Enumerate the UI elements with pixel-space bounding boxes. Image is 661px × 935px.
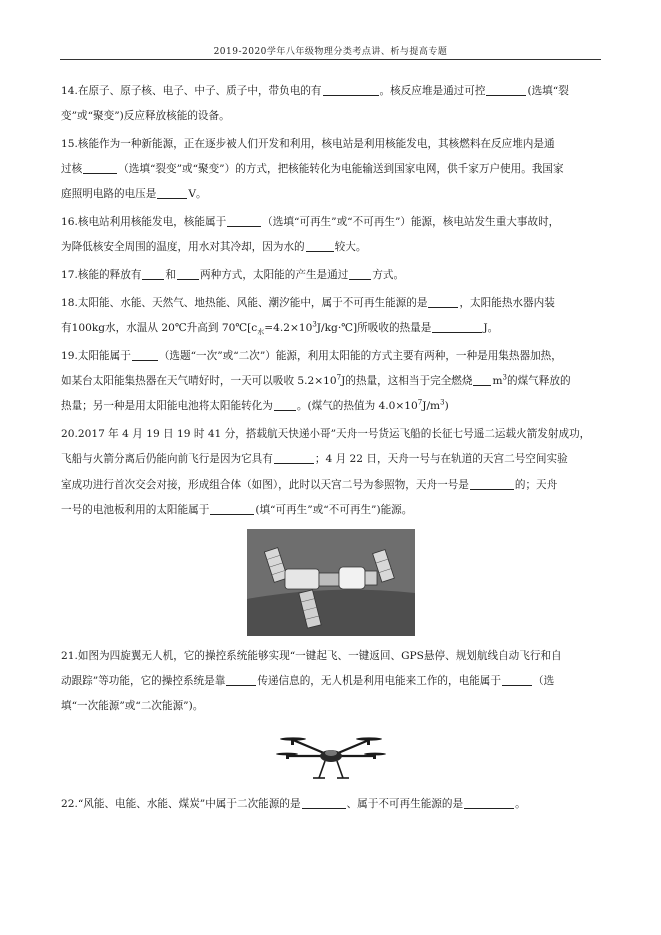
- question-14: [61, 79, 601, 129]
- answer-blank[interactable]: [432, 320, 482, 333]
- superscript: 7: [336, 373, 342, 382]
- text-run: 有100kg水，水温从 20℃升高到 70℃[c: [61, 322, 258, 335]
- question-line: [61, 422, 601, 447]
- text-run: J/kg·℃]所吸收的热量是: [316, 322, 432, 335]
- spacecraft-docking-photo-icon: [247, 529, 415, 636]
- text-run: 一号的电池板利用的太阳能属于: [61, 503, 210, 516]
- header-rule: [60, 59, 601, 60]
- answer-blank[interactable]: [473, 373, 491, 386]
- page-header: 2019-2020学年八年级物理分类考点讲、析与提高专题: [213, 47, 448, 57]
- answer-blank[interactable]: [464, 796, 514, 809]
- drone-body: [320, 750, 342, 762]
- answer-blank[interactable]: [349, 267, 371, 280]
- text-run: 热量；另一种是用太阳能电池将太阳能转化为: [61, 400, 273, 413]
- answer-blank[interactable]: [323, 83, 379, 96]
- superscript: 3: [502, 373, 507, 382]
- answer-blank[interactable]: [274, 451, 314, 464]
- text-run: 18.太阳能、水能、天然气、地热能、风能、潮汐能中，属于不可再生能源的是: [61, 297, 428, 309]
- text-run: 动跟踪”等功能，它的操控系统是靠: [61, 675, 226, 688]
- text-run: 和: [165, 269, 177, 282]
- landing-gear: [313, 761, 349, 778]
- text-run: 较大。: [334, 241, 367, 254]
- text-run: (选填“裂: [527, 85, 569, 97]
- text-run: 方式。: [372, 269, 405, 282]
- question-line: [61, 498, 601, 523]
- question-line: [61, 104, 601, 129]
- answer-blank[interactable]: [132, 348, 158, 361]
- text-run: ，太阳能热水器内装: [459, 297, 555, 309]
- text-run: 填“一次能源”或“二次能源”)。: [61, 700, 204, 713]
- question-21: [61, 644, 601, 786]
- question-line: [61, 157, 601, 182]
- text-run: 。核反应堆是通过可控: [379, 85, 486, 97]
- question-line: [61, 669, 601, 694]
- superscript: 3: [312, 320, 317, 329]
- question-line: [61, 316, 601, 341]
- text-run: m: [492, 375, 503, 388]
- text-run: 、属于不可再生能源的是: [346, 797, 464, 810]
- question-line: [61, 344, 601, 369]
- text-run: 15.核能作为一种新能源，正在逐步被人们开发和利用，核电站是利用核能发电，其核燃料在反应堆内是通: [61, 138, 555, 150]
- question-list: [61, 79, 601, 819]
- text-run: 传递信息的，无人机是利用电能来工作的，电能属于: [257, 675, 501, 688]
- question-line: [61, 210, 601, 235]
- question-18: [61, 291, 601, 341]
- text-run: 21.如图为四旋翼无人机，它的操控系统能够实现“一键起飞、一键返回、GPS悬停、规划航线自动飞行和自: [61, 650, 562, 663]
- text-run: J的热量，这相当于完全燃烧: [341, 375, 473, 388]
- question-line: [61, 792, 601, 817]
- text-run: 17.核能的释放有: [61, 269, 142, 282]
- question-17: [61, 263, 601, 288]
- text-run: （选: [532, 675, 555, 688]
- answer-blank[interactable]: [470, 477, 514, 490]
- text-run: ；4 月 22 日，天舟一号与在轨道的天宫二号空间实验: [314, 453, 568, 466]
- answer-blank[interactable]: [226, 673, 256, 686]
- answer-blank[interactable]: [302, 796, 346, 809]
- text-run: 19.太阳能属于: [61, 350, 131, 362]
- question-line: [61, 235, 601, 260]
- answer-blank[interactable]: [227, 214, 261, 227]
- text-run: V。: [188, 188, 207, 201]
- question-line: [61, 447, 601, 472]
- text-run: （选题“一次”或“二次”）能源，利用太阳能的方式主要有两种，一种是用集热器加热，: [158, 350, 562, 362]
- text-run: 变”或“聚变”)反应释放核能的设备。: [61, 110, 230, 123]
- text-run: 飞船与火箭分离后仍能向前飞行是因为它具有: [61, 453, 273, 466]
- question-line: [61, 369, 601, 394]
- answer-blank[interactable]: [157, 186, 187, 199]
- question-22: [61, 792, 601, 817]
- text-run: 的；天舟: [514, 478, 558, 491]
- superscript: 3: [440, 398, 445, 407]
- text-run: J/m: [422, 400, 441, 413]
- text-run: 室成功进行首次交会对接，形成组合体（如图），此时以天宫二号为参照物，天舟一号是: [61, 478, 469, 491]
- superscript: 7: [417, 398, 423, 407]
- text-run: ): [444, 400, 449, 413]
- answer-blank[interactable]: [306, 239, 334, 252]
- question-line: [61, 182, 601, 207]
- text-run: 20.2017 年 4 月 19 日 19 时 41 分，搭载航天快递小哥”天舟一号货运飞船的长征七号遥二运载火箭发射成功，: [61, 428, 591, 441]
- text-run: 14.在原子、原子核、电子、中子、质子中，带负电的有: [61, 85, 322, 97]
- text-run: 两种方式，太阳能的产生是通过: [200, 269, 349, 282]
- question-line: [61, 694, 601, 719]
- answer-blank[interactable]: [502, 673, 532, 686]
- question-line: [61, 79, 601, 104]
- answer-blank[interactable]: [428, 295, 458, 308]
- question-20: [61, 422, 601, 636]
- text-run: 的煤气释放的: [507, 375, 571, 388]
- text-run: (填“可再生”或“不可再生”)能源。: [255, 503, 413, 516]
- text-run: 。: [515, 797, 526, 810]
- question-line: [61, 473, 601, 498]
- question-line: [61, 263, 601, 288]
- text-run: 如某台太阳能集热器在天气晴好时，一天可以吸收 5.2×10: [61, 375, 337, 388]
- earth-horizon: [247, 590, 415, 636]
- text-run: （选填“可再生”或“不可再生”）能源，核电站发生重大事故时，: [262, 216, 560, 229]
- text-run: （选填“裂变”或“聚变”）的方式，把核能转化为电能输送到国家电网，供千家万户使用。我国家: [118, 163, 564, 176]
- text-run: 16.核电站利用核能发电，核能属于: [61, 216, 227, 229]
- answer-blank[interactable]: [486, 83, 526, 96]
- question-line: [61, 394, 601, 419]
- question-line: [61, 291, 601, 316]
- answer-blank[interactable]: [274, 398, 296, 411]
- question-19: [61, 344, 601, 420]
- text-run: 为降低核安全周围的温度，用水对其冷却，因为水的: [61, 241, 305, 254]
- text-run: =4.2×10: [264, 322, 313, 335]
- question-16: [61, 210, 601, 260]
- subscript: 水: [257, 328, 265, 337]
- answer-blank[interactable]: [142, 267, 164, 280]
- answer-blank[interactable]: [83, 161, 117, 174]
- quadcopter-drone-icon: [275, 726, 387, 786]
- text-run: 。(煤气的热值为 4.0×10: [296, 400, 418, 413]
- question-15: [61, 132, 601, 208]
- text-run: J。: [483, 322, 499, 335]
- text-run: 过核: [61, 163, 83, 176]
- text-run: 22.“风能、电能、水能、煤炭”中属于二次能源的是: [61, 797, 301, 810]
- question-line: [61, 132, 601, 157]
- text-run: 庭照明电路的电压是: [61, 188, 157, 201]
- question-line: [61, 644, 601, 669]
- answer-blank[interactable]: [210, 502, 254, 515]
- answer-blank[interactable]: [177, 267, 199, 280]
